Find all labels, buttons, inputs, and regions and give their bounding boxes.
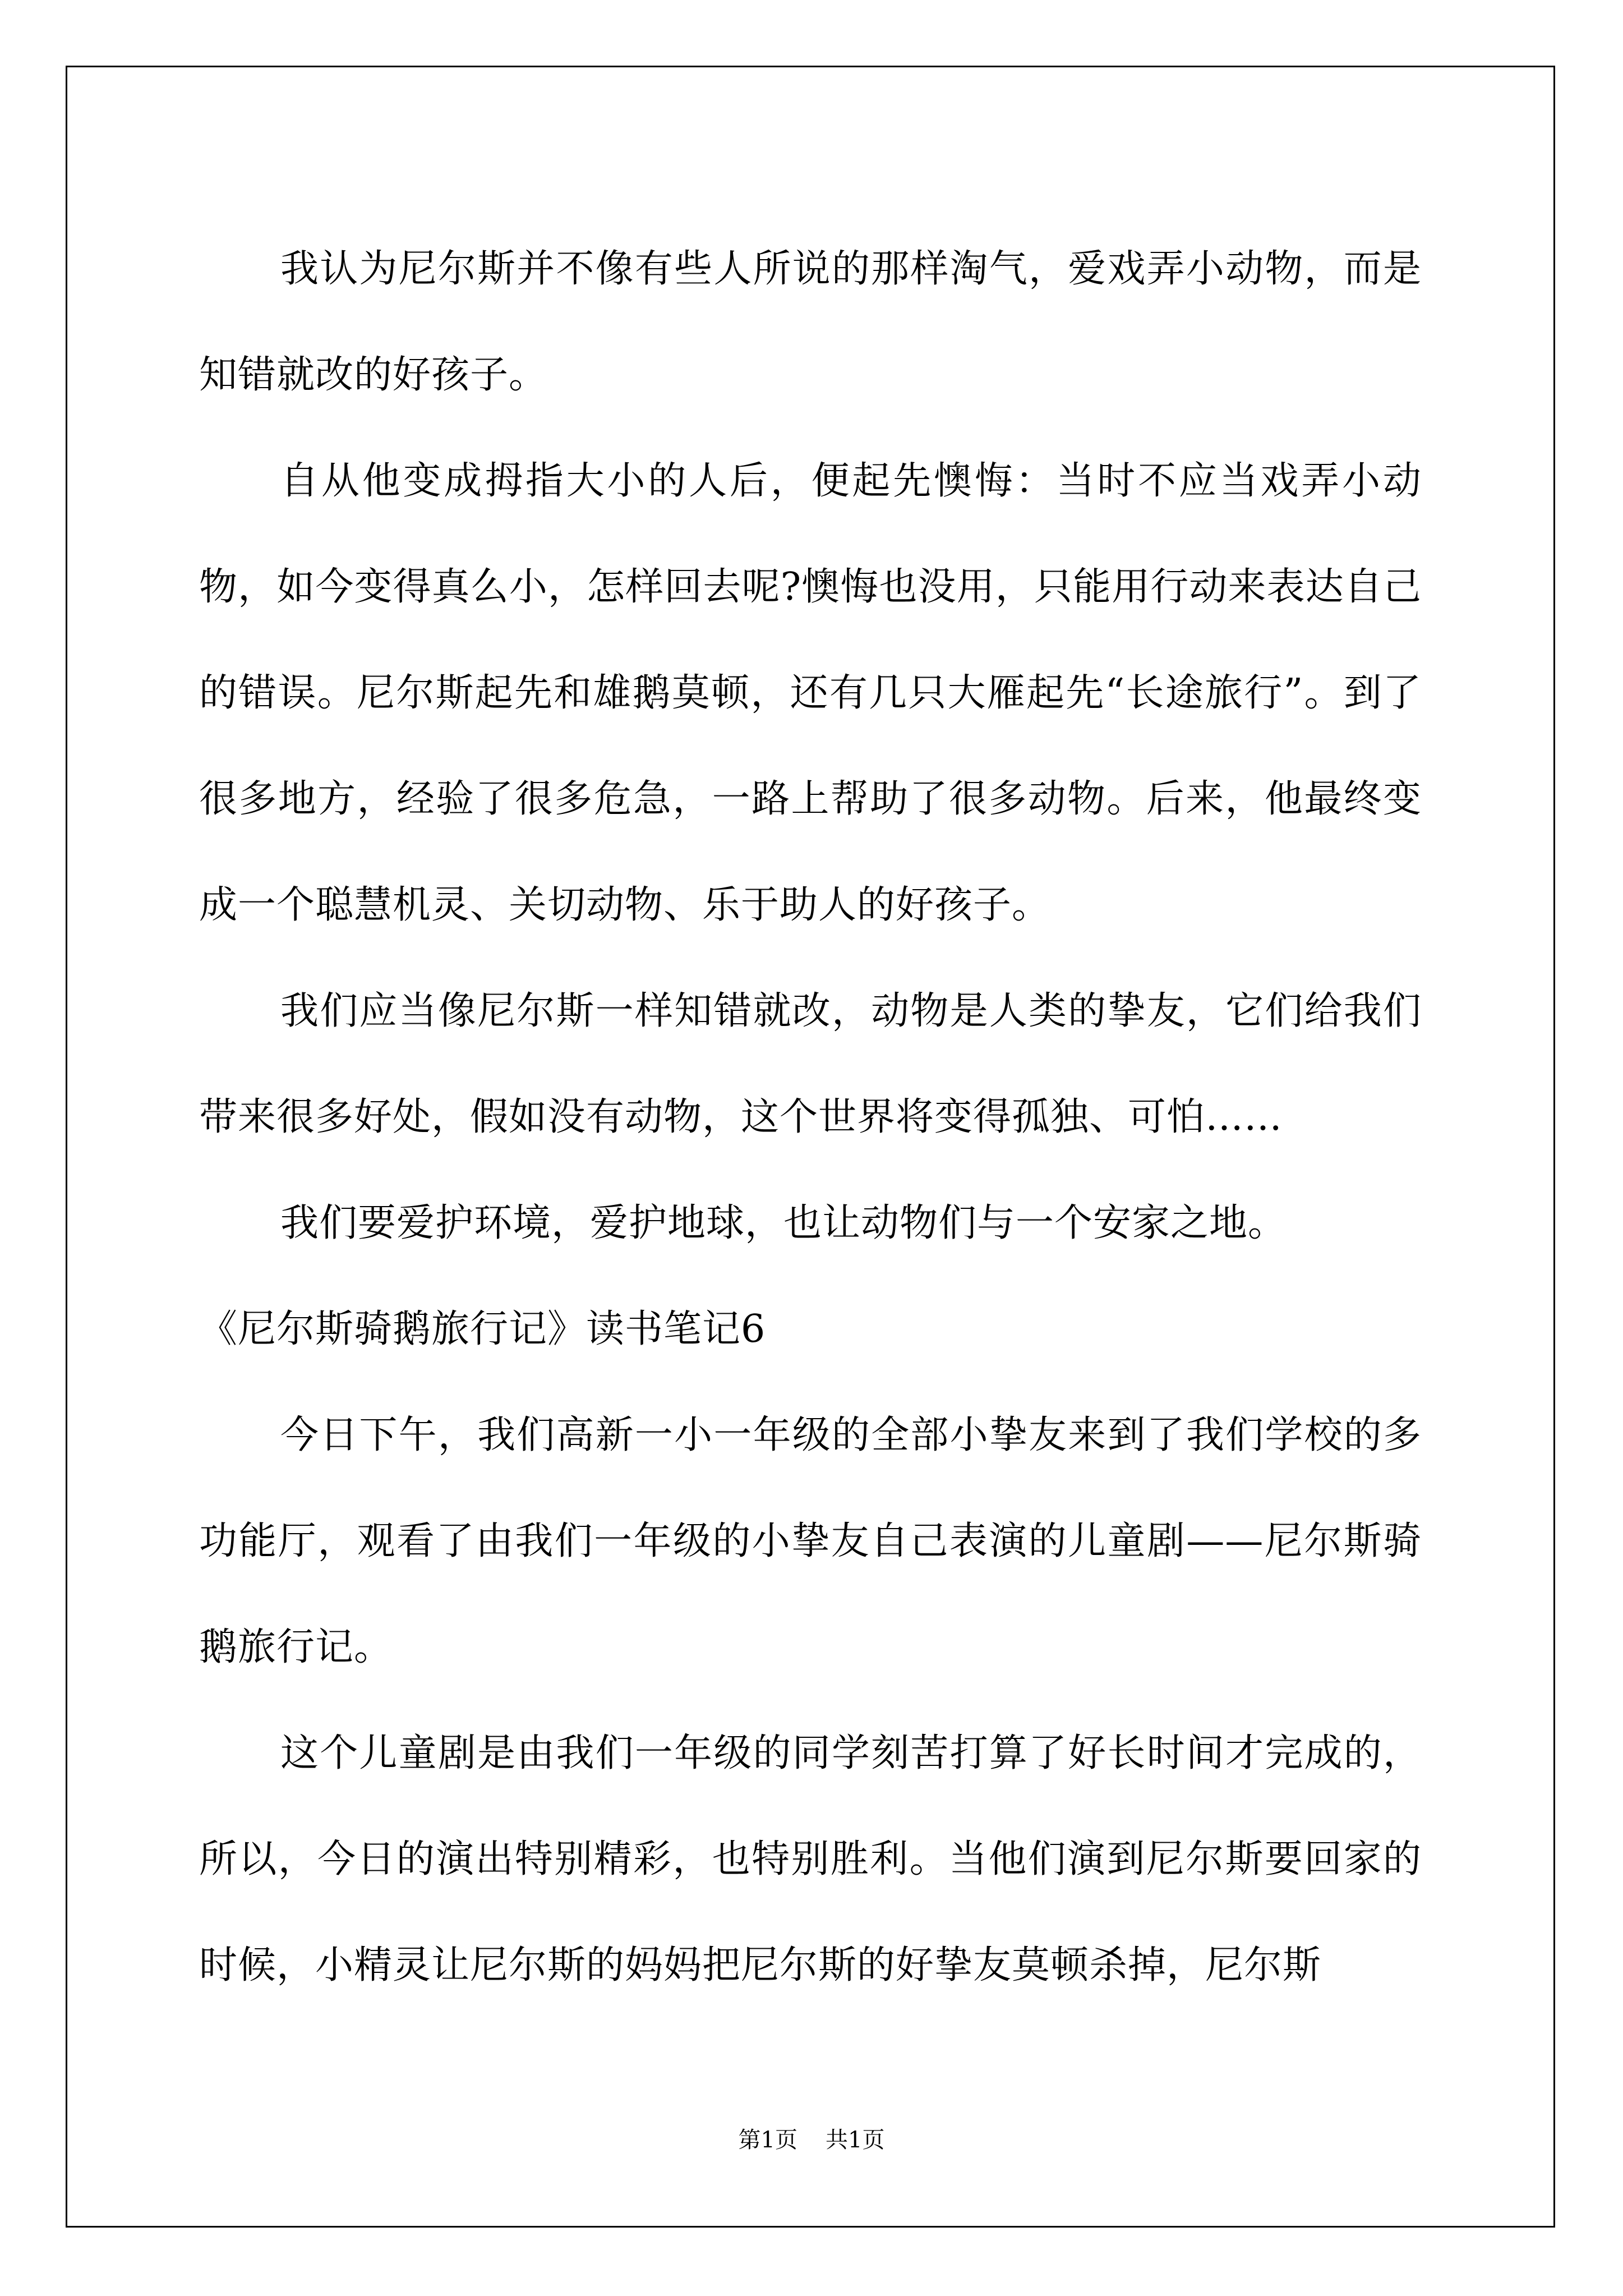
paragraph-4: 我们要爱护环境，爱护地球，也让动物们与一个安家之地。 [280, 1201, 1287, 1245]
document-body [199, 216, 1422, 2018]
paragraph-2: 自从他变成拇指大小的人后，便起先懊悔：当时不应当戏弄小动物，如今变得真么小，怎样回去呢?懊悔也没用，只能用行动来表达自己的错误。尼尔斯起先和雄鹅莫顿，还有几只大雁起先“长途旅行”。到了很多地方，经验了很多危急，一路上帮助了很多动物。后来，他最终变成一个聪慧机灵、关切动物、乐于助人的好孩子。 [199, 459, 1422, 927]
paragraph-6: 这个儿童剧是由我们一年级的同学刻苦打算了好长时间才完成的，所以，今日的演出特别精彩，也特别胜利。当他们演到尼尔斯要回家的时候，小精灵让尼尔斯的妈妈把尼尔斯的好挚友莫顿杀掉，尼尔斯 [199, 1731, 1422, 1987]
paragraph-3: 我们应当像尼尔斯一样知错就改，动物是人类的挚友，它们给我们带来很多好处，假如没有动物，这个世界将变得孤独、可怕…… [199, 989, 1422, 1139]
page-total: 共1页 [826, 2127, 885, 2153]
section-heading: 《尼尔斯骑鹅旅行记》读书笔记6 [199, 1307, 766, 1351]
paragraph-5: 今日下午，我们高新一小一年级的全部小挚友来到了我们学校的多功能厅，观看了由我们一年级的小挚友自己表演的儿童剧——尼尔斯骑鹅旅行记。 [199, 1413, 1422, 1669]
page-number: 第1页 [738, 2127, 797, 2153]
paragraph-1: 我认为尼尔斯并不像有些人所说的那样淘气，爱戏弄小动物，而是知错就改的好孩子。 [199, 247, 1422, 397]
page-footer [0, 2123, 1623, 2157]
